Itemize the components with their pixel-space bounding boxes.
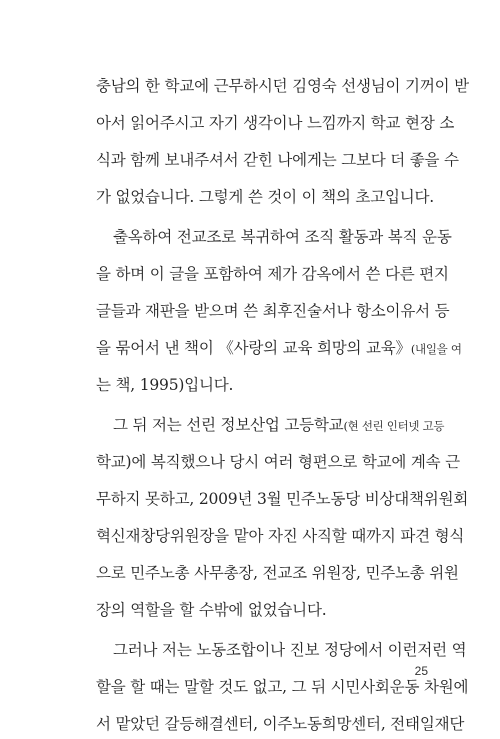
text-line: 는 책, 1995)입니다. bbox=[96, 376, 234, 394]
text-line: 할을 할 때는 말할 것도 없고, 그 뒤 시민사회운동 차원에 bbox=[96, 678, 469, 696]
text-line: 글들과 재판을 받으며 쓴 최후진술서나 항소이유서 등 bbox=[96, 302, 450, 320]
page-number: 25 bbox=[414, 664, 428, 678]
text-line: 식과 함께 보내주셔서 갇힌 나에게는 그보다 더 좋을 수 bbox=[96, 151, 459, 169]
parenthetical-note: (현 선린 인터넷 고등 bbox=[343, 419, 445, 433]
text-line: 충남의 한 학교에 근무하시던 김영숙 선생님이 기꺼이 받 bbox=[96, 77, 469, 95]
text-line: 서 맡았던 갈등해결센터, 이주노동희망센터, 전태일재단 bbox=[96, 715, 465, 733]
text-line: 그러나 저는 노동조합이나 진보 정당에서 이런저런 역 bbox=[113, 641, 467, 659]
text-line: 을 하며 이 글을 포함하여 제가 감옥에서 쓴 다른 편지 bbox=[96, 265, 449, 283]
text-line: 으로 민주노총 사무총장, 전교조 위원장, 민주노총 위원 bbox=[96, 564, 459, 582]
text-line: 아서 읽어주시고 자기 생각이나 느낌까지 학교 현장 소 bbox=[96, 114, 455, 132]
text-line bbox=[96, 338, 462, 358]
book-title-text: 을 묶어서 낸 책이 《사랑의 교육 희망의 교육》 bbox=[96, 339, 411, 357]
text-line: 장의 역할을 할 수밖에 없었습니다. bbox=[96, 601, 327, 619]
text-line: 출옥하여 전교조로 복귀하여 조직 활동과 복직 운동 bbox=[113, 228, 452, 246]
text-line: 무하지 못하고, 2009년 3월 민주노동당 비상대책위원회 bbox=[96, 490, 469, 508]
parenthetical-note: (내일을 여 bbox=[410, 342, 462, 356]
text-line: 혁신재창당위원장을 맡아 자진 사직할 때까지 파견 형식 bbox=[96, 527, 465, 545]
text-line: 학교)에 복직했으나 당시 여러 형편으로 학교에 계속 근 bbox=[96, 453, 460, 471]
text-line: 가 없었습니다. 그렇게 쓴 것이 이 책의 초고입니다. bbox=[96, 188, 435, 206]
line-text: 그 뒤 저는 선린 정보산업 고등학교 bbox=[113, 416, 344, 434]
text-line bbox=[113, 415, 445, 435]
